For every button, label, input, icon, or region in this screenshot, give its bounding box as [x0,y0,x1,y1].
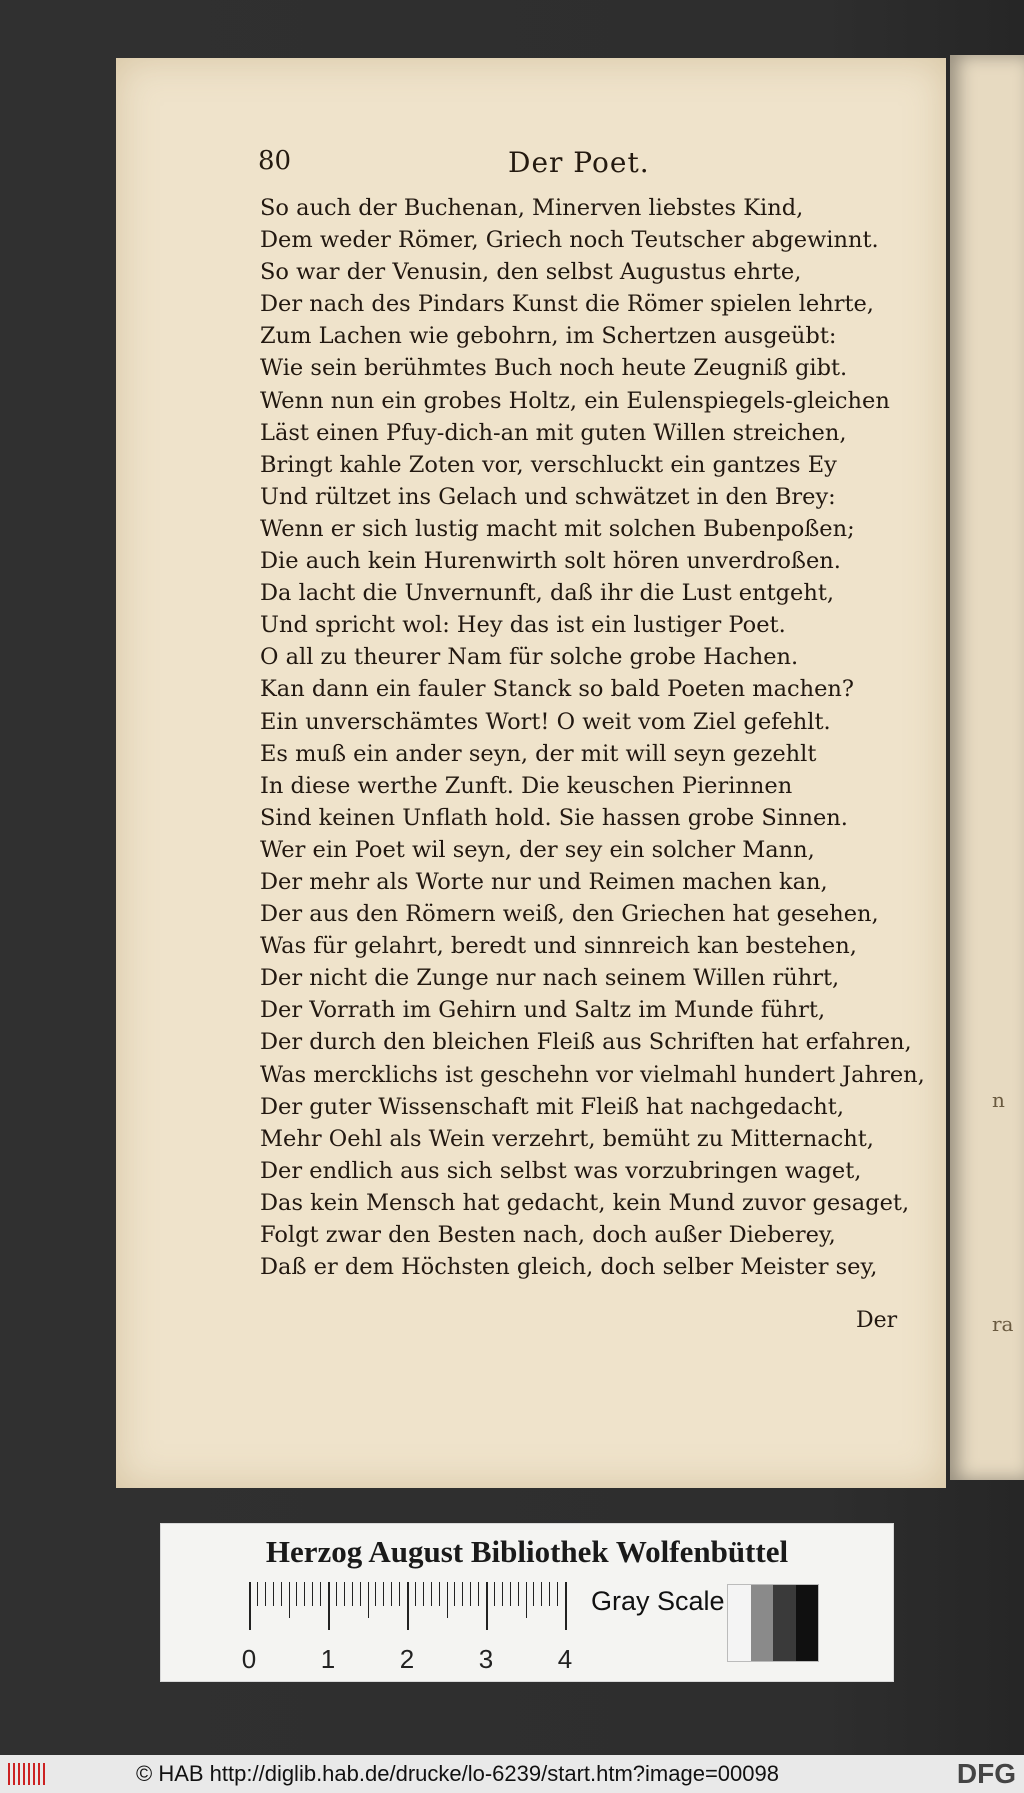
ruler-tick [407,1582,409,1630]
text-line: Und spricht wol: Hey das ist ein lustiger Poet. [260,612,786,639]
copyright-url[interactable]: © HAB http://diglib.hab.de/drucke/lo-6239/start.htm?image=00098 [136,1761,779,1786]
gray-swatch [751,1585,774,1661]
text-line: Der aus den Römern weiß, den Griechen hat gesehen, [260,901,879,928]
text-line: Zum Lachen wie gebohrn, im Schertzen ausgeübt: [260,323,837,350]
adjacent-page-edge [950,55,1024,1480]
ruler-tick [439,1582,440,1606]
ruler-tick [423,1582,424,1606]
hab-barcode-icon [8,1763,48,1785]
text-line: Da lacht die Unvernunft, daß ihr die Lust entgeht, [260,580,835,607]
gray-swatch [728,1585,751,1661]
ruler-tick [415,1582,416,1606]
ruler-tick [328,1582,330,1630]
text-line: Wenn nun ein grobes Holtz, ein Eulenspiegels-gleichen [260,387,890,414]
ruler-tick [399,1582,400,1606]
ruler-tick [526,1582,527,1618]
text-line: Mehr Oehl als Wein verzehrt, bemüht zu Mitternacht, [260,1125,874,1152]
page-header [258,146,898,186]
ruler-tick [368,1582,369,1618]
ruler-tick [486,1582,488,1630]
ruler-tick [265,1582,266,1606]
ruler-tick [360,1582,361,1606]
text-line: Und rültzet ins Gelach und schwätzet in den Brey: [260,483,836,510]
ruler-tick [383,1582,384,1606]
page-number: 80 [258,146,292,176]
gray-swatch [773,1585,796,1661]
ruler-tick [273,1582,274,1606]
gray-scale-swatches [727,1584,819,1662]
ruler-tick [541,1582,542,1606]
text-line: Daß er dem Höchsten gleich, doch selber Meister sey, [260,1254,878,1281]
poem-text [260,192,925,1283]
measurement-ruler [241,1582,573,1677]
text-line: Läst einen Pfuy-dich-an mit guten Willen streichen, [260,419,847,446]
ruler-tick [549,1582,550,1606]
ruler-tick [470,1582,471,1606]
ruler-tick [494,1582,495,1606]
running-head: Der Poet. [508,146,650,179]
ruler-tick [454,1582,455,1606]
text-line: Folgt zwar den Besten nach, doch außer Dieberey, [260,1222,836,1248]
adjacent-page-fragment: ra [992,1312,1014,1336]
text-line: Ein unverschämtes Wort! O weit vom Ziel gefehlt. [260,708,831,735]
text-line: Es muß ein ander seyn, der mit will seyn gezehlt [260,740,817,767]
ruler-tick [533,1582,534,1606]
text-line: So war der Venusin, den selbst Augustus ehrte, [260,259,802,286]
ruler-tick [296,1582,297,1606]
ruler-label: 1 [320,1644,336,1674]
ruler-tick [289,1582,290,1618]
text-line: Der Vorrath im Gehirn und Saltz im Munde führt, [260,997,826,1024]
ruler-tick [431,1582,432,1606]
ruler-label: 0 [241,1644,257,1674]
adjacent-page-fragment: n [992,1088,1005,1112]
ruler-tick [478,1582,479,1606]
color-scale-card [160,1523,894,1682]
ruler-tick [518,1582,519,1606]
ruler-tick [344,1582,345,1606]
text-line: Was mercklichs ist geschehn vor vielmahl hundert Jahren, [260,1061,925,1088]
text-line: In diese werthe Zunft. Die keuschen Pierinnen [260,772,793,799]
text-line: Der endlich aus sich selbst was vorzubringen waget, [260,1157,862,1184]
text-line: Kan dann ein fauler Stanck so bald Poeten machen? [260,676,854,703]
ruler-tick [336,1582,337,1606]
catchword: Der [856,1308,898,1333]
text-line: Der durch den bleichen Fleiß aus Schriften hat erfahren, [260,1029,912,1056]
ruler-tick [352,1582,353,1606]
gray-scale-label: Gray Scale [591,1586,725,1616]
ruler-tick [391,1582,392,1606]
ruler-tick [502,1582,503,1606]
ruler-tick [312,1582,313,1606]
text-line: Der nicht die Zunge nur nach seinem Willen rührt, [260,965,840,992]
text-line: Der nach des Pindars Kunst die Römer spielen lehrte, [260,291,874,318]
ruler-tick [557,1582,558,1606]
text-line: O all zu theurer Nam für solche grobe Hachen. [260,644,799,671]
text-line: Der guter Wissenschaft mit Fleiß hat nachgedacht, [260,1093,844,1120]
text-line: Wenn er sich lustig macht mit solchen Bubenpoßen; [260,515,855,542]
ruler-tick [447,1582,448,1618]
text-line: Die auch kein Hurenwirth solt hören unverdroßen. [260,548,841,575]
text-line: Dem weder Römer, Griech noch Teutscher abgewinnt. [260,227,879,254]
dfg-logo: DFG [956,1758,1016,1789]
text-line: Wer ein Poet wil seyn, der sey ein solcher Mann, [260,836,815,863]
ruler-tick [565,1582,567,1630]
ruler-tick [249,1582,251,1630]
footer-bar [0,1755,1024,1793]
ruler-tick [281,1582,282,1606]
ruler-label: 3 [478,1644,494,1674]
text-line: Was für gelahrt, beredt und sinnreich kan bestehen, [260,933,857,960]
ruler-label: 4 [557,1644,573,1674]
ruler-tick [257,1582,258,1606]
text-line: Sind keinen Unflath hold. Sie hassen grobe Sinnen. [260,804,848,831]
ruler-tick [304,1582,305,1606]
text-line: Wie sein berühmtes Buch noch heute Zeugniß gibt. [260,355,848,382]
ruler-tick [510,1582,511,1606]
library-name: Herzog August Bibliothek Wolfenbüttel [265,1534,789,1569]
text-line: So auch der Buchenan, Minerven liebstes Kind, [260,195,804,221]
text-line: Der mehr als Worte nur und Reimen machen kan, [260,868,828,895]
ruler-tick [320,1582,321,1606]
gray-swatch [796,1585,819,1661]
ruler-tick [375,1582,376,1606]
ruler-label: 2 [399,1644,415,1674]
ruler-tick [462,1582,463,1606]
text-line: Bringt kahle Zoten vor, verschluckt ein gantzes Ey [260,451,837,478]
text-line: Das kein Mensch hat gedacht, kein Mund zuvor gesaget, [260,1189,910,1216]
